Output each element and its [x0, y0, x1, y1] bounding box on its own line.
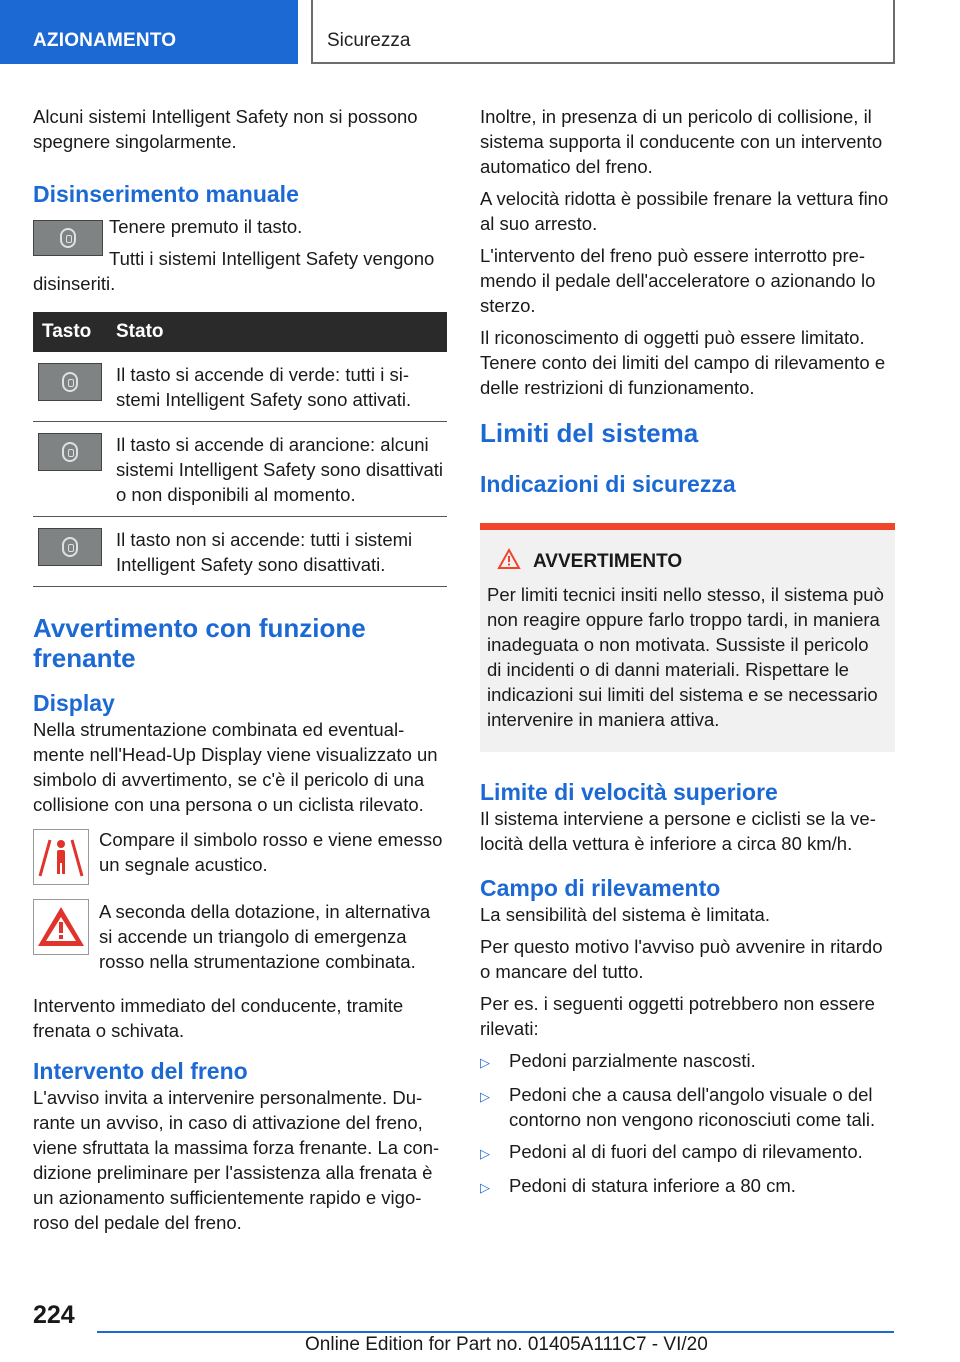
interrupt-paragraph: L'intervento del freno può essere interrotto premendo il pedale dell'acceleratore o azionando lo sterzo.: [480, 245, 876, 316]
speed-limit-text: Il sistema interviene a persone e ciclisti se la velocità della vettura è inferiore a circa 80 km/h.: [480, 808, 876, 854]
safety-button-orange-icon: [38, 433, 102, 471]
bullet-triangle-icon: ▷: [480, 1089, 490, 1104]
right-column: [480, 104, 895, 1207]
undetected-objects-list: [480, 1048, 895, 1200]
page-number: 224: [33, 1301, 75, 1329]
table-cell-status: Il tasto non si accende: tutti i sistemi Intelligent Safety sono disattivati.: [116, 529, 413, 575]
table-col-button: Tasto: [42, 321, 92, 342]
page-header: [0, 0, 960, 66]
list-item: ▷ Pedoni che a causa dell'angolo visuale o del contorno non vengono riconosciuti come tali.: [480, 1084, 876, 1130]
heading-detection-range: Campo di rilevamento: [480, 875, 721, 901]
safety-button-icon: [33, 220, 103, 256]
heading-safety-notes: Indicazioni di sicurezza: [480, 471, 736, 497]
manual-step-2b: disinseriti.: [33, 273, 116, 294]
triangle-symbol-text: A seconda della dotazione, in alternativa si accende un triangolo di emergenza rosso nella strumentazione combinata.: [99, 901, 431, 972]
safety-button-off-icon: [38, 528, 102, 566]
heading-manual-deactivation: Disinserimento manuale: [33, 181, 299, 207]
topic-title: Sicurezza: [311, 0, 895, 64]
brake-intervention-text: L'avviso invita a intervenire personalmente. Durante un avviso, in caso di attivazione del freno, viene sfruttata la massima forza frenante. La condizione preliminare per l'assistenza alla frenata è un azionamento sufficientemente rapido e vigoroso del pedale del freno.: [33, 1087, 440, 1233]
intro-paragraph: Alcuni sistemi Intelligent Safety non si possono spegnere singolarmente.: [33, 106, 418, 152]
table-header: [33, 312, 447, 352]
section-title: AZIONAMENTO: [0, 0, 298, 64]
heading-system-limits: Limiti del sistema: [480, 418, 699, 448]
list-item: ▷ Pedoni al di fuori del campo di rilevamento.: [480, 1139, 895, 1166]
range-paragraph-1: La sensibilità del sistema è limitata.: [480, 904, 770, 925]
warning-triangle-icon: [33, 899, 89, 955]
manual-step-2a: Tutti i sistemi Intelligent Safety vengono: [109, 248, 435, 269]
range-paragraph-3: Per es. i seguenti oggetti potrebbero non essere rilevati:: [480, 993, 875, 1039]
driver-intervention-text: Intervento immediato del conducente, tramite frenata o schivata.: [33, 995, 404, 1041]
warning-triangle-icon: [497, 548, 521, 576]
pedestrian-symbol-block: [33, 827, 447, 885]
low-speed-paragraph: A velocità ridotta è possibile frenare la vettura fino al suo arresto.: [480, 188, 889, 234]
list-item: ▷ Pedoni parzialmente nascosti.: [480, 1048, 895, 1075]
pedestrian-warning-icon: [33, 829, 89, 885]
warning-title: [487, 548, 887, 576]
pedestrian-symbol-text: Compare il simbolo rosso e viene emesso un segnale acustico.: [99, 829, 443, 875]
heading-brake-intervention: Intervento del freno: [33, 1058, 248, 1084]
table-row: [33, 517, 447, 587]
warning-text: Per limiti tecnici insiti nello stesso, il sistema può non reagire oppure farlo troppo tardi, in maniera inadeguata o non motivata. Sussiste il pericolo di incidenti o di danni materiali. Rispettare le indicazioni sui limiti del sistema e se necessario intervenire in maniera attiva.: [487, 584, 884, 730]
bullet-triangle-icon: ▷: [480, 1180, 490, 1195]
table-col-status: Stato: [116, 321, 164, 342]
display-paragraph: Nella strumentazione combinata ed eventualmente nell'Head-Up Display viene visualizzato un simbolo di avvertimento, se c'è il pericolo di una collisione con una persona o un ciclista rilevato.: [33, 719, 438, 815]
heading-display: Display: [33, 690, 115, 716]
auto-brake-paragraph: Inoltre, in presenza di un pericolo di collisione, il sistema supporta il conducente con un intervento automatico del freno.: [480, 106, 883, 177]
bullet-triangle-icon: ▷: [480, 1146, 490, 1161]
warning-title-text: AVVERTIMENTO: [533, 551, 683, 572]
bullet-triangle-icon: ▷: [480, 1055, 490, 1070]
detection-limit-paragraph: Il riconoscimento di oggetti può essere limitato. Tenere conto dei limiti del campo di rilevamento e delle restrizioni di funzionamento.: [480, 327, 886, 398]
button-status-table: [33, 312, 447, 587]
manual-step-1: Tenere premuto il tasto.: [109, 216, 303, 237]
safety-button-green-icon: [38, 363, 102, 401]
list-item: ▷ Pedoni di statura inferiore a 80 cm.: [480, 1173, 895, 1200]
edition-text: Online Edition for Part no. 01405A111C7 - VI/20: [305, 1334, 708, 1355]
left-column: [33, 104, 447, 1242]
heading-speed-limit: Limite di velocità superiore: [480, 779, 778, 805]
table-row: [33, 352, 447, 422]
table-row: [33, 422, 447, 517]
table-cell-status: Il tasto si accende di arancione: alcuni sistemi Intelligent Safety sono disattivati o non disponibili al momento.: [116, 434, 443, 505]
footer-divider: [97, 1331, 894, 1333]
table-cell-status: Il tasto si accende di verde: tutti i sistemi Intelligent Safety sono attivati.: [116, 364, 412, 410]
range-paragraph-2: Per questo motivo l'avviso può avvenire in ritardo o mancare del tutto.: [480, 936, 883, 982]
triangle-symbol-block: [33, 899, 447, 981]
heading-brake-warning: Avvertimento con funzione frenante: [33, 613, 366, 673]
manual-deactivation-block: [33, 214, 447, 271]
warning-box: [480, 523, 895, 752]
